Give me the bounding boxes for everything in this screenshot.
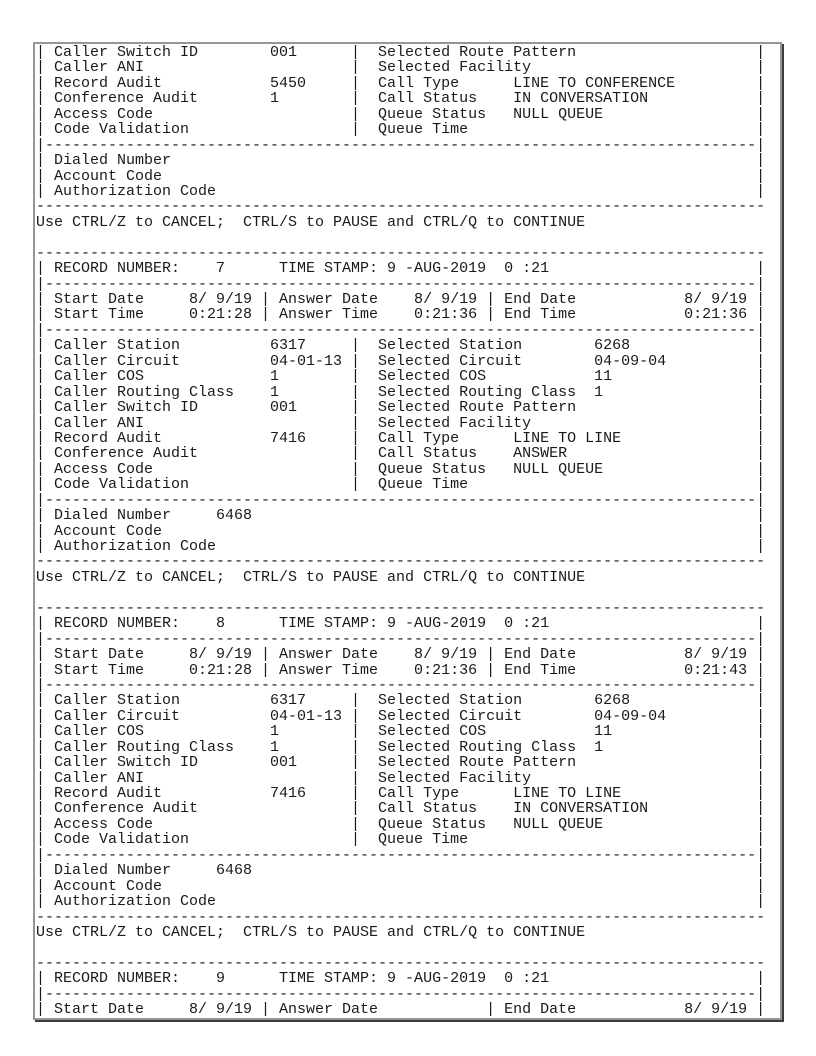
separator-line: |-------------------------------------------------------------------------------| [36,491,766,509]
detail-line: | Conference Audit | Call Status IN CONVERSATION | [36,800,766,818]
separator-line: |-------------------------------------------------------------------------------| [36,275,766,293]
block-separator-line: --------------------------------------------------------------------------------- [36,244,766,262]
detail-line: | Access Code | Queue Status NULL QUEUE | [36,815,766,833]
start-date-line: | Start Date 8/ 9/19 | Answer Date | End Date 8/ 9/19 | [36,1001,766,1019]
detail-line: | Record Audit 5450 | Call Type LINE TO CONFERENCE | [36,74,766,92]
detail-line: | Caller ANI | Selected Facility | [36,59,766,77]
account-code-line: | Account Code | [36,522,766,540]
start-date-line: | Start Date 8/ 9/19 | Answer Date 8/ 9/19 | End Date 8/ 9/19 | [36,291,766,308]
account-code-line: | Account Code | [36,167,766,185]
detail-line: | Caller Routing Class 1 | Selected Routing Class 1 | [36,738,766,756]
record-header-line: | RECORD NUMBER: 9 TIME STAMP: 9 -AUG-2019 0 :21 | [36,970,766,988]
blank-line [36,940,780,955]
dialed-number-line: | Dialed Number | [36,152,766,170]
detail-line: | Caller Routing Class 1 | Selected Routing Class 1 | [36,383,766,401]
detail-line: | Conference Audit 1 | Call Status IN CONVERSATION | [36,90,766,108]
block-separator-line: --------------------------------------------------------------------------------- [36,553,766,571]
terminal-screen [36,45,780,1018]
detail-line: | Caller Circuit 04-01-13 | Selected Circuit 04-09-04 | [36,352,766,370]
detail-line: | Caller COS 1 | Selected COS 11 | [36,723,766,741]
authorization-code-line: | Authorization Code | [36,182,766,200]
blank-line [36,585,780,600]
detail-line: | Caller Switch ID 001 | Selected Route Pattern | [36,399,766,417]
detail-line: | Access Code | Queue Status NULL QUEUE | [36,460,766,478]
block-separator-line: --------------------------------------------------------------------------------- [36,599,766,617]
separator-line: |-------------------------------------------------------------------------------| [36,321,766,339]
detail-line: | Caller COS 1 | Selected COS 11 | [36,368,766,386]
detail-line: | Caller ANI | Selected Facility | [36,769,766,787]
prompt-line: Use CTRL/Z to CANCEL; CTRL/S to PAUSE and CTRL/Q to CONTINUE [36,923,586,941]
record-header-line: | RECORD NUMBER: 7 TIME STAMP: 9 -AUG-2019 0 :21 | [36,260,766,278]
blank-line [36,230,780,245]
authorization-code-line: | Authorization Code | [36,893,766,911]
block-separator-line: --------------------------------------------------------------------------------- [36,954,766,972]
separator-line: |-------------------------------------------------------------------------------| [36,985,766,1003]
dialed-number-line: | Dialed Number 6468 | [36,507,766,525]
separator-line: |-------------------------------------------------------------------------------| [36,630,766,648]
block-separator-line: --------------------------------------------------------------------------------- [36,198,766,216]
block-separator-line: --------------------------------------------------------------------------------- [36,908,766,926]
detail-line: | Conference Audit | Call Status ANSWER | [36,445,766,463]
detail-line: | Code Validation | Queue Time | [36,831,766,849]
detail-line: | Caller ANI | Selected Facility | [36,414,766,432]
separator-line: |-------------------------------------------------------------------------------| [36,846,766,864]
detail-line: | Access Code | Queue Status NULL QUEUE | [36,105,766,123]
detail-line: | Caller Circuit 04-01-13 | Selected Circuit 04-09-04 | [36,707,766,725]
separator-line: |-------------------------------------------------------------------------------| [36,136,766,154]
detail-line: | Record Audit 7416 | Call Type LINE TO LINE | [36,785,766,802]
detail-line: | Caller Station 6317 | Selected Station 6268 | [36,692,766,710]
dialed-number-line: | Dialed Number 6468 | [36,862,766,880]
separator-line: |-------------------------------------------------------------------------------| [36,676,766,694]
prompt-line: Use CTRL/Z to CANCEL; CTRL/S to PAUSE and CTRL/Q to CONTINUE [36,213,586,231]
detail-line: | Caller Switch ID 001 | Selected Route Pattern | [36,44,766,61]
record-header-line: | RECORD NUMBER: 8 TIME STAMP: 9 -AUG-2019 0 :21 | [36,615,766,633]
start-date-line: | Start Date 8/ 9/19 | Answer Date 8/ 9/19 | End Date 8/ 9/19 | [36,646,766,664]
detail-line: | Code Validation | Queue Time | [36,121,766,139]
detail-line: | Caller Switch ID 001 | Selected Route Pattern | [36,754,766,772]
detail-line: | Record Audit 7416 | Call Type LINE TO LINE | [36,429,766,447]
account-code-line: | Account Code | [36,877,766,895]
detail-line: | Code Validation | Queue Time | [36,476,766,494]
start-time-line: | Start Time 0:21:28 | Answer Time 0:21:36 | End Time 0:21:43 | [36,661,766,679]
start-time-line: | Start Time 0:21:28 | Answer Time 0:21:36 | End Time 0:21:36 | [36,306,766,324]
terminal-page [33,42,782,1020]
authorization-code-line: | Authorization Code | [36,538,766,555]
detail-line: | Caller Station 6317 | Selected Station 6268 | [36,337,766,355]
prompt-line: Use CTRL/Z to CANCEL; CTRL/S to PAUSE and CTRL/Q to CONTINUE [36,568,586,586]
